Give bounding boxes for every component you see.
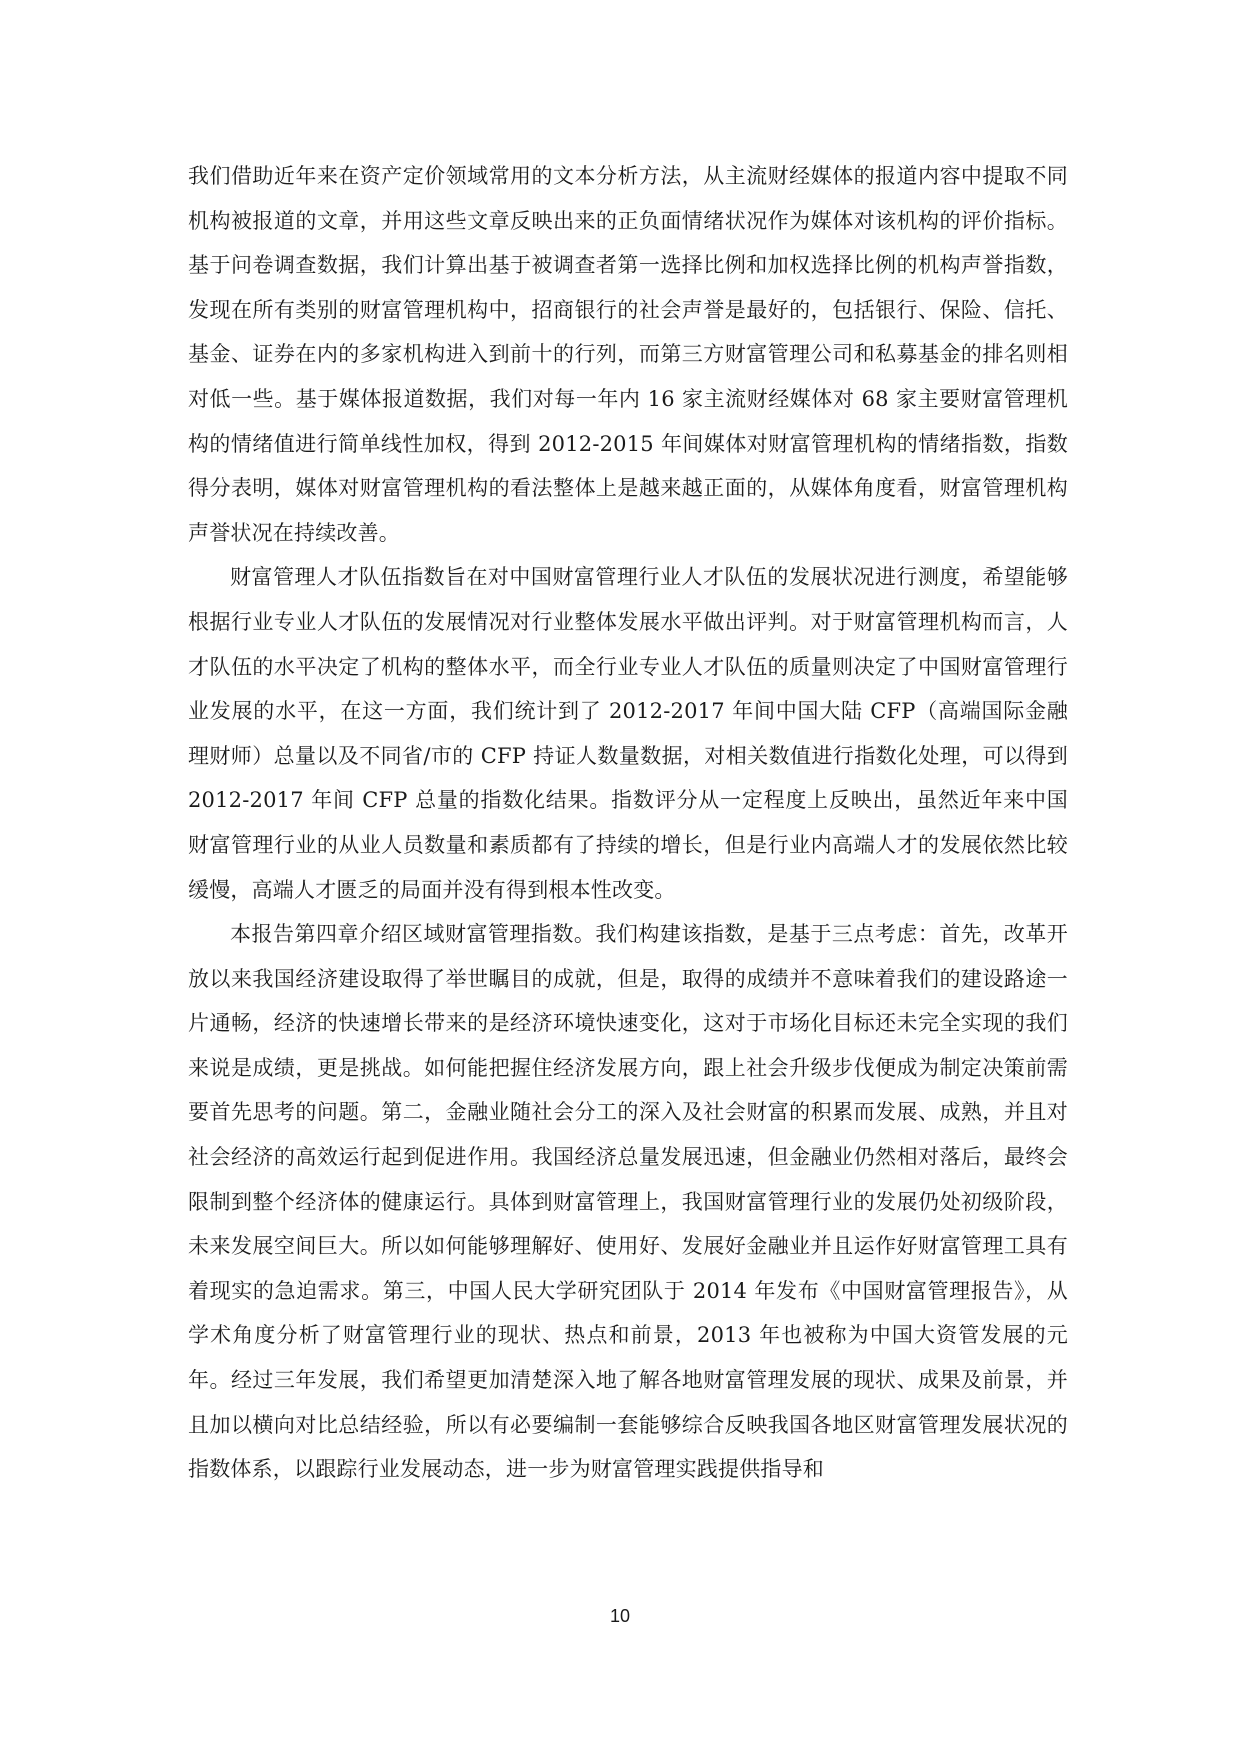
body-text — [188, 154, 1068, 1492]
paragraph-regional-index: 本报告第四章介绍区域财富管理指数。我们构建该指数，是基于三点考虑：首先，改革开放以来我国经济建设取得了举世瞩目的成就，但是，取得的成绩并不意味着我们的建设路途一片通畅，经济的快速增长带来的是经济环境快速变化，这对于市场化目标还未完全实现的我们来说是成绩，更是挑战。如何能把握住经济发展方向，跟上社会升级步伐便成为制定决策前需要首先思考的问题。第二，金融业随社会分工的深入及社会财富的积累而发展、成熟，并且对社会经济的高效运行起到促进作用。我国经济总量发展迅速，但金融业仍然相对落后，最终会限制到整个经济体的健康运行。具体到财富管理上，我国财富管理行业的发展仍处初级阶段，未来发展空间巨大。所以如何能够理解好、使用好、发展好金融业并且运作好财富管理工具有着现实的急迫需求。第三，中国人民大学研究团队于 2014 年发布《中国财富管理报告》，从学术角度分析了财富管理行业的现状、热点和前景，2013 年也被称为中国大资管发展的元年。经过三年发展，我们希望更加清楚深入地了解各地财富管理发展的现状、成果及前景，并且加以横向对比总结经验，所以有必要编制一套能够综合反映我国各地区财富管理发展状况的指数体系，以跟踪行业发展动态，进一步为财富管理实践提供指导和 — [188, 922, 1068, 1482]
page-number: 10 — [609, 1606, 631, 1626]
paragraph-talent-index: 财富管理人才队伍指数旨在对中国财富管理行业人才队伍的发展状况进行测度，希望能够根据行业专业人才队伍的发展情况对行业整体发展水平做出评判。对于财富管理机构而言，人才队伍的水平决定了机构的整体水平，而全行业专业人才队伍的质量则决定了中国财富管理行业发展的水平，在这一方面，我们统计到了 2012-2017 年间中国大陆 CFP（高端国际金融理财师）总量以及不同省/市的 CFP 持证人数量数据，对相关数值进行指数化处理，可以得到 2012-2017 年间 CFP 总量的指数化结果。指数评分从一定程度上反映出，虽然近年来中国财富管理行业的从业人员数量和素质都有了持续的增长，但是行业内高端人才的发展依然比较缓慢，高端人才匮乏的局面并没有得到根本性改变。 — [188, 565, 1068, 902]
paragraph-media-reputation: 我们借助近年来在资产定价领域常用的文本分析方法，从主流财经媒体的报道内容中提取不同机构被报道的文章，并用这些文章反映出来的正负面情绪状况作为媒体对该机构的评价指标。基于问卷调查数据，我们计算出基于被调查者第一选择比例和加权选择比例的机构声誉指数，发现在所有类别的财富管理机构中，招商银行的社会声誉是最好的，包括银行、保险、信托、基金、证券在内的多家机构进入到前十的行列，而第三方财富管理公司和私募基金的排名则相对低一些。基于媒体报道数据，我们对每一年内 16 家主流财经媒体对 68 家主要财富管理机构的情绪值进行简单线性加权，得到 2012-2015 年间媒体对财富管理机构的情绪指数，指数得分表明，媒体对财富管理机构的看法整体上是越来越正面的，从媒体角度看，财富管理机构声誉状况在持续改善。 — [188, 164, 1068, 545]
